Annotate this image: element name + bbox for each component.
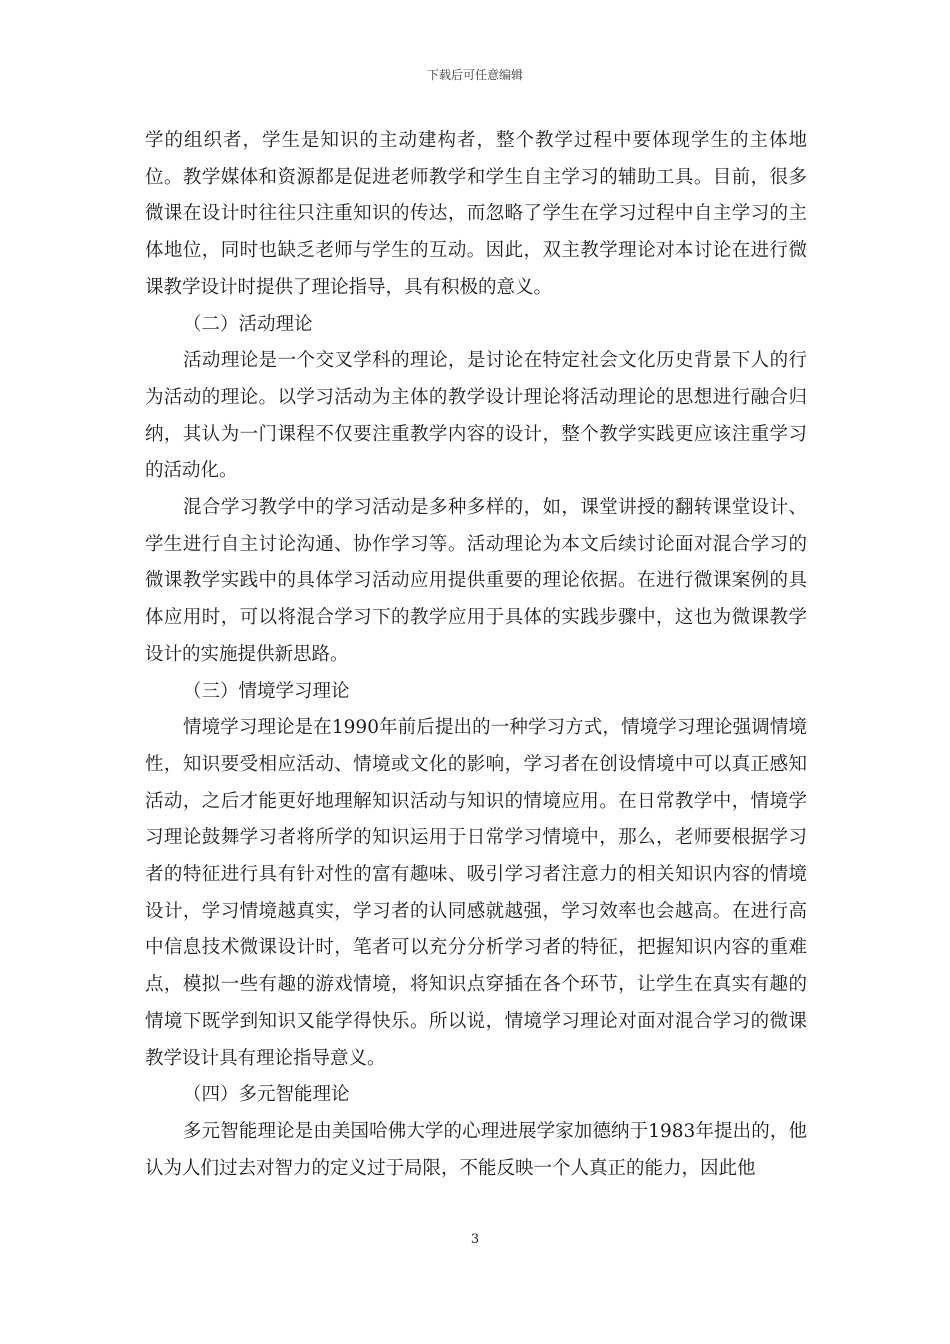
page-number: 3 <box>470 1232 480 1247</box>
section-heading-situated-learning: （三）情境学习理论 <box>183 680 350 702</box>
paragraph: 混合学习教学中的学习活动是多种多样的，如，课堂讲授的翻转课堂设计、学生进行自主讨论沟通、协作学习等。活动理论为本文后续讨论面对混合学习的微课教学实践中的具体学习活动应用提供重要的理论依据。在进行微课案例的具体应用时，可以将混合学习下的教学应用于具体的实践步骤中，这也为微课教学设计的实施提供新思路。 <box>145 497 807 665</box>
section-heading-activity-theory: （二）活动理论 <box>183 313 313 335</box>
paragraph: 多元智能理论是由美国哈佛大学的心理进展学家加德纳于1983年提出的，他认为人们过去对智力的定义过于局限，不能反映一个人真正的能力，因此他 <box>145 1120 807 1179</box>
paragraph-continued: 学的组织者，学生是知识的主动建构者，整个教学过程中要体现学生的主体地位。教学媒体和资源都是促进老师教学和学生自主学习的辅助工具。目前，很多微课在设计时往往只注重知识的传达，而忽略了学生在学习过程中自主学习的主体地位，同时也缺乏老师与学生的互动。因此，双主教学理论对本讨论在进行微课教学设计时提供了理论指导，具有积极的意义。 <box>145 130 807 298</box>
paragraph: 情境学习理论是在1990年前后提出的一种学习方式，情境学习理论强调情境性，知识要受相应活动、情境或文化的影响，学习者在创设情境中可以真正感知活动，之后才能更好地理解知识活动与知识的情境应用。在日常教学中，情境学习理论鼓舞学习者将所学的知识运用于日常学习情境中，那么，老师要根据学习者的特征进行具有针对性的富有趣味、吸引学习者注意力的相关知识内容的情境设计，学习情境越真实，学习者的认同感就越强，学习效率也会越高。在进行高中信息技术微课设计时，笔者可以充分分析学习者的特征，把握知识内容的重难点，模拟一些有趣的游戏情境，将知识点穿插在各个环节，让学生在真实有趣的情境下既学到知识又能学得快乐。所以说，情境学习理论对面对混合学习的微课教学设计具有理论指导意义。 <box>145 717 807 1069</box>
document-body <box>145 123 807 1187</box>
paragraph: 活动理论是一个交叉学科的理论，是讨论在特定社会文化历史背景下人的行为活动的理论。以学习活动为主体的教学设计理论将活动理论的思想进行融合归纳，其认为一门课程不仅要注重教学内容的设计，整个教学实践更应该注重学习的活动化。 <box>145 350 807 482</box>
section-heading-multiple-intelligences: （四）多元智能理论 <box>183 1084 350 1106</box>
page-header-note: 下载后可任意编辑 <box>426 68 523 82</box>
